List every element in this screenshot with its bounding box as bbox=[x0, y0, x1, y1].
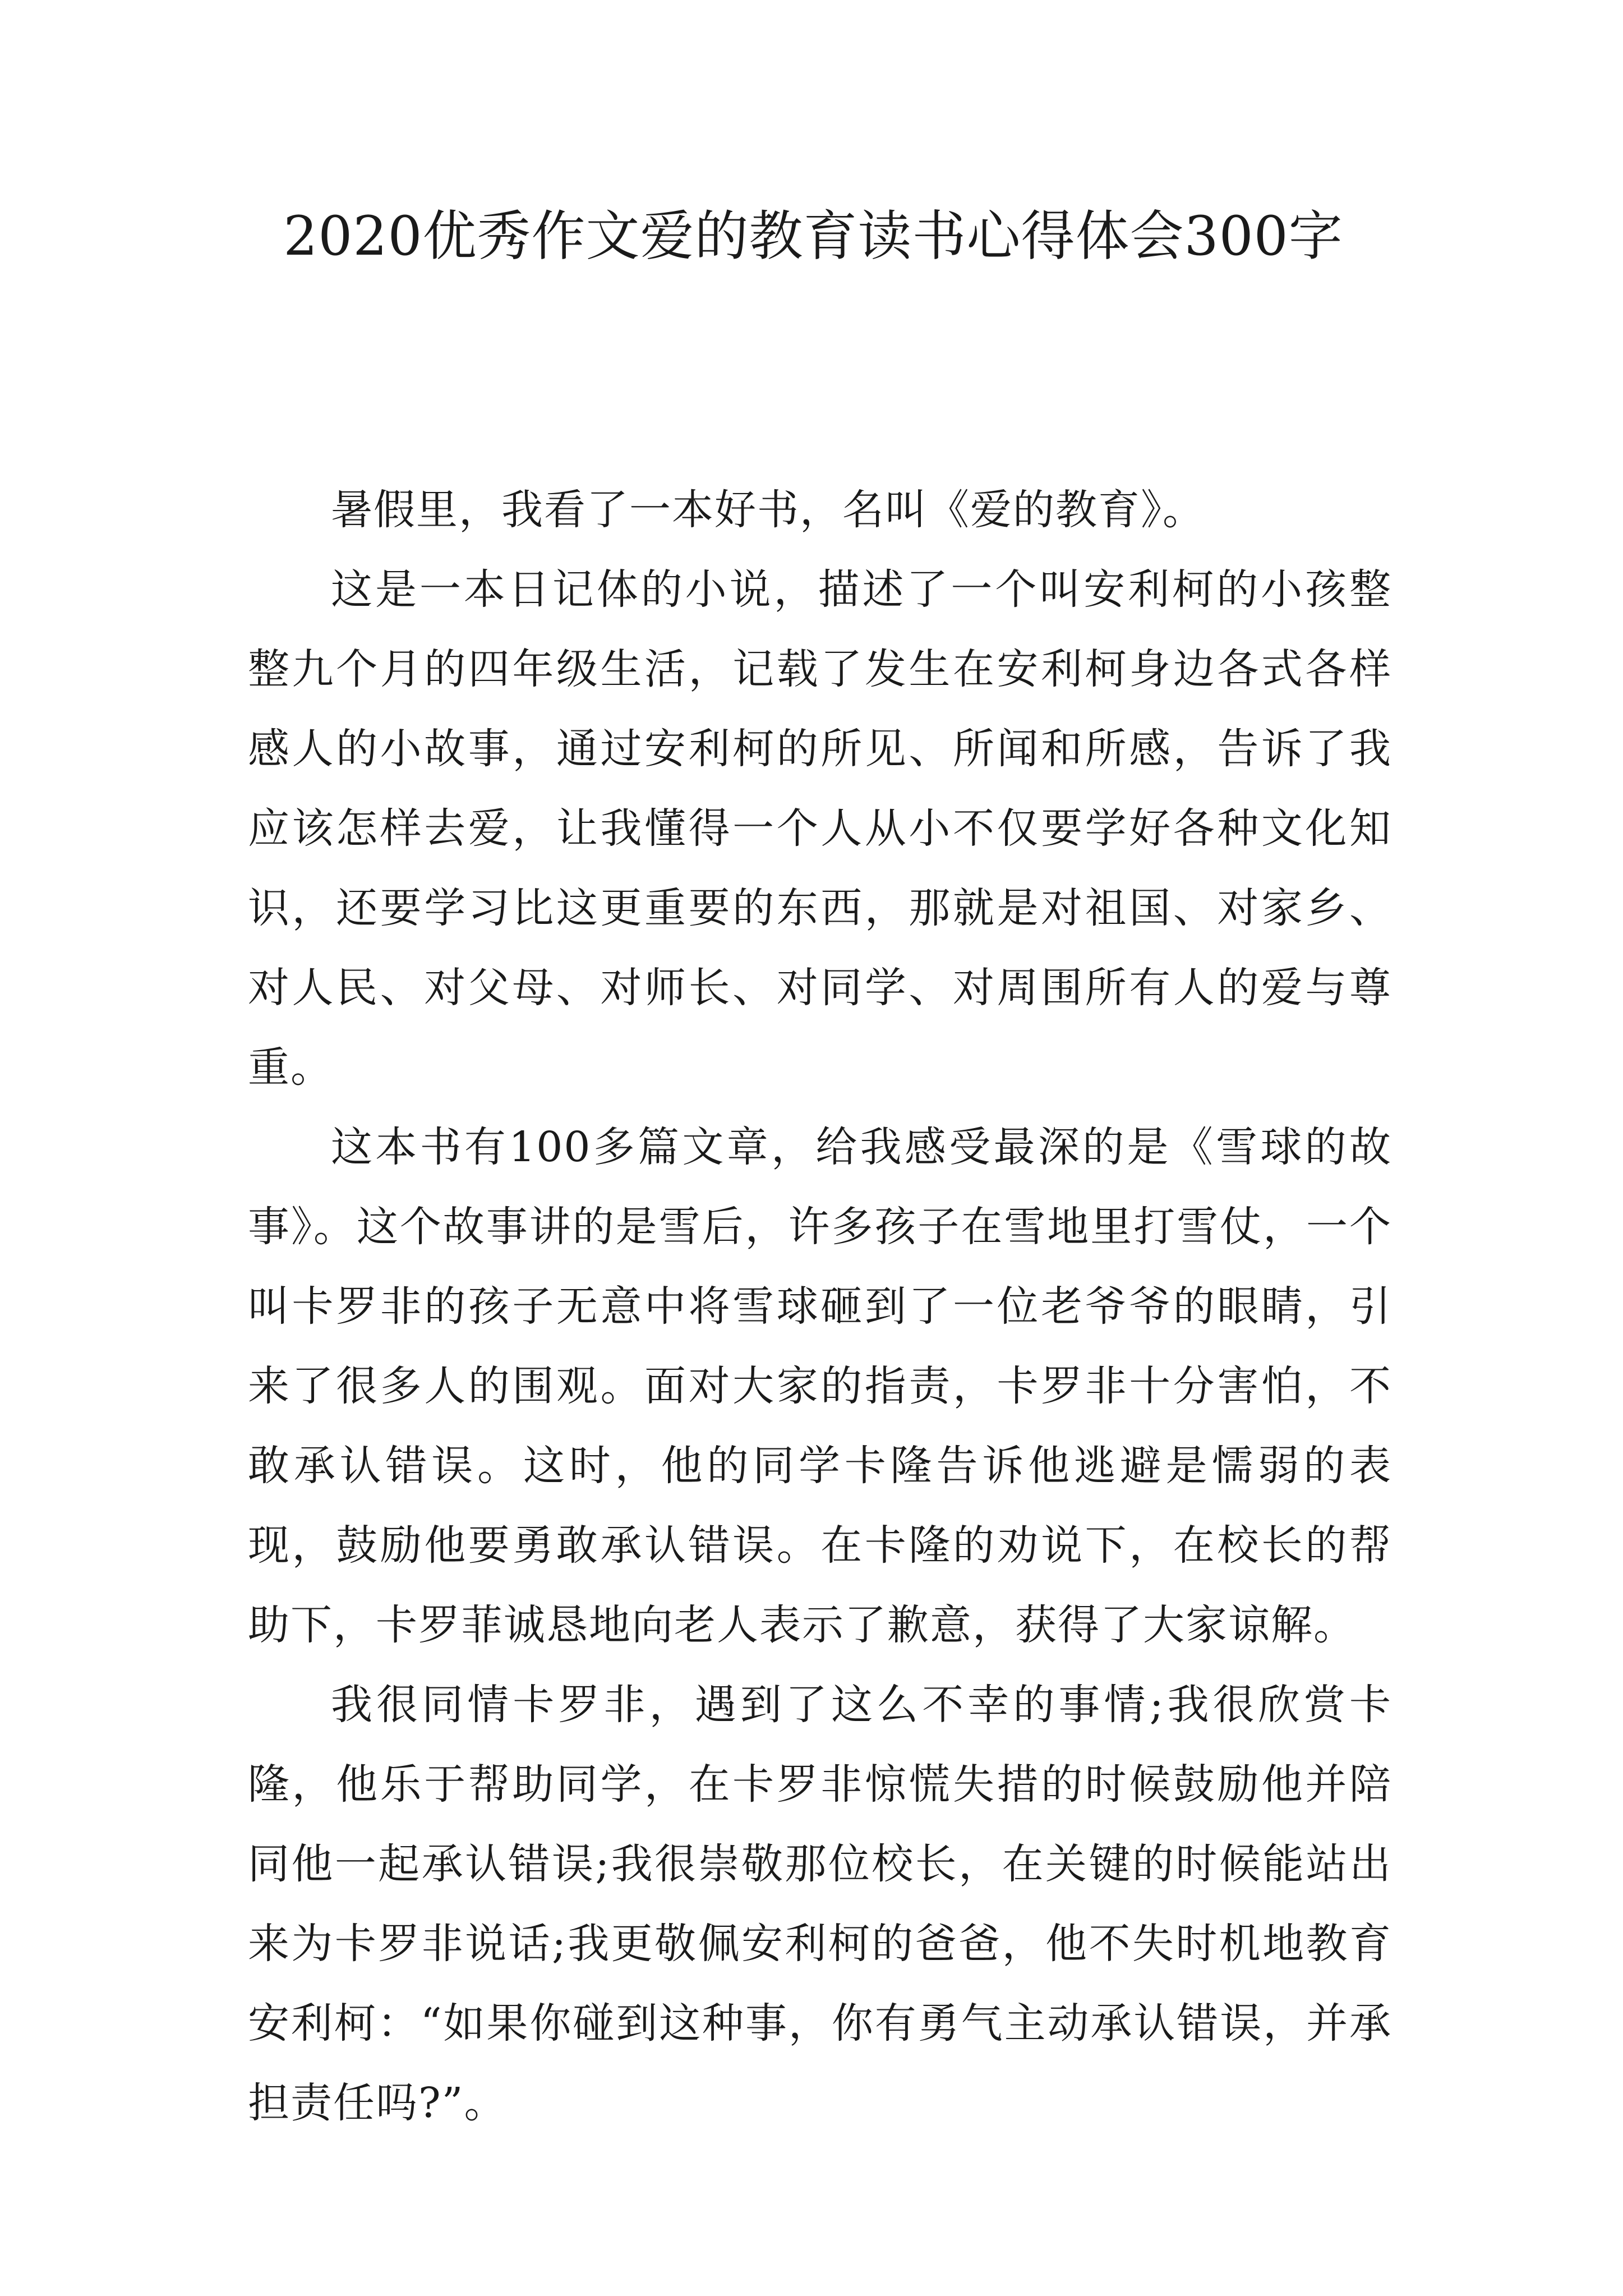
document-body bbox=[248, 470, 1392, 2143]
paragraph-1: 暑假里，我看了一本好书，名叫《爱的教育》。 bbox=[331, 486, 1205, 534]
paragraph-2: 这是一本日记体的小说，描述了一个叫安利柯的小孩整整九个月的四年级生活，记载了发生在安利柯身边各式各样感人的小故事，通过安利柯的所见、所闻和所感，告诉了我应该怎样去爱，让我懂得一个人从小不仅要学好各种文化知识，还要学习比这更重要的东西，那就是对祖国、对家乡、对人民、对父母、对师长、对同学、对周围所有人的爱与尊重。 bbox=[248, 565, 1392, 1092]
paragraph-3: 这本书有100多篇文章，给我感受最深的是《雪球的故事》。这个故事讲的是雪后，许多孩子在雪地里打雪仗，一个叫卡罗非的孩子无意中将雪球砸到了一位老爷爷的眼睛，引来了很多人的围观。面对大家的指责，卡罗非十分害怕，不敢承认错误。这时，他的同学卡隆告诉他逃避是懦弱的表现，鼓励他要勇敢承认错误。在卡隆的劝说下，在校长的帮助下，卡罗菲诚恳地向老人表示了歉意，获得了大家谅解。 bbox=[248, 1123, 1392, 1649]
document-title: 2020优秀作文爱的教育读书心得体会300字 bbox=[283, 205, 1343, 268]
paragraph-4: 我很同情卡罗非，遇到了这么不幸的事情;我很欣赏卡隆，他乐于帮助同学，在卡罗非惊慌失措的时候鼓励他并陪同他一起承认错误;我很崇敬那位校长，在关键的时候能站出来为卡罗非说话;我更敬佩安利柯的爸爸，他不失时机地教育安利柯：“如果你碰到这种事，你有勇气主动承认错误，并承担责任吗?”。 bbox=[248, 1681, 1392, 2127]
